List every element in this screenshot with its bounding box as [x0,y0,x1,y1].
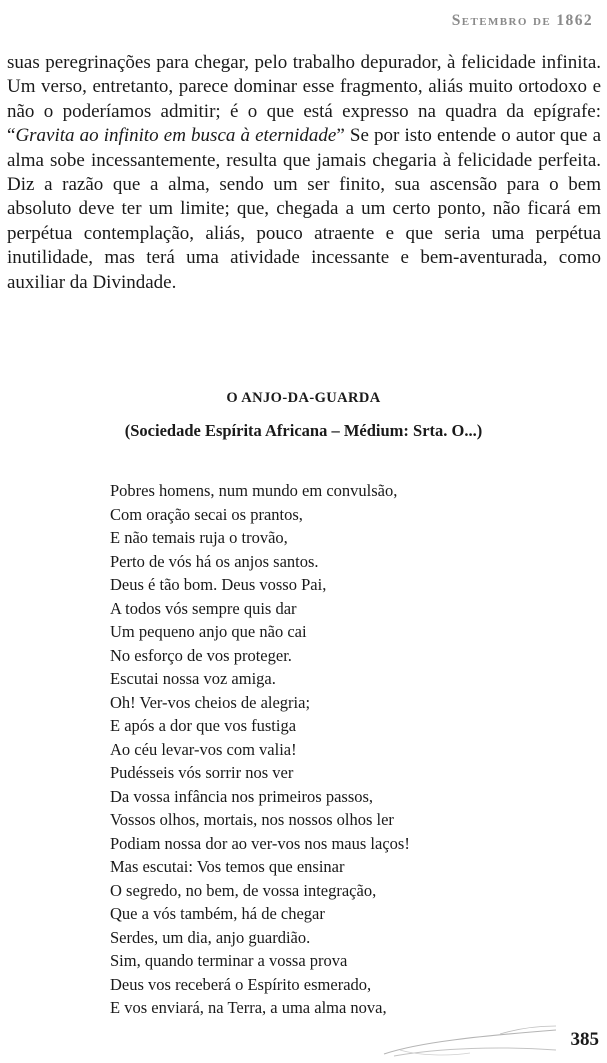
poem-line: Ao céu levar-vos com valia! [110,739,297,759]
poem-line: Com oração secai os prantos, [110,504,303,524]
poem-subtitle: (Sociedade Espírita Africana – Médium: Srta. O...) [124,421,483,440]
poem-line: Sim, quando terminar a vossa prova [110,951,348,970]
poem-line: No esforço de vos proteger. [110,645,292,665]
poem-line: Vossos olhos, mortais, nos nossos olhos ler [110,810,394,829]
poem-line: Podiam nossa dor ao ver-vos nos maus laços! [110,833,410,853]
epigraph-quote: Gravita ao infinito em busca à eternidade [15,125,337,147]
poem-lines [110,479,580,1020]
poem-line: A todos vós sempre quis dar [110,598,297,618]
poem-line: Perto de vós há os anjos santos. [110,551,319,571]
poem-line: Da vossa infância nos primeiros passos, [110,786,374,806]
running-header: Setembro de 1862 [451,12,593,29]
poem-line: E não temais ruja o trovão, [110,528,288,547]
body-text-part-1: suas peregrinações para chegar, pelo trabalho depurador, à felicidade infinita. Um verso, entretanto, parece dominar esse fragmento, aliás muito ortodoxo e não o poderíamos admitir; é o que está expresso na quadra da epígrafe: “ [7,52,601,147]
poem-line: Que a vós também, há de chegar [110,904,325,923]
poem-line: Pobres homens, num mundo em convulsão, [110,481,398,500]
body-text-part-2: ” Se por isto entende o autor que a alma sobe incessantemente, resulta que jamais chegaria à felicidade perfeita. Diz a razão que a alma, sendo um ser finito, sua ascensão para o bem absoluto deve ter um limite; que, chegada a um certo ponto, não ficará em perpétua contemplação, aliás, pouco atraente e que seria uma perpétua inutilidade, mas terá uma atividade incessante e bem-aventurada, como auxiliar da Divindade. [7,125,601,293]
page-ornament-swirl [380,1020,560,1060]
poem-title: O ANJO-DA-GUARDA [226,390,381,406]
poem-line: Serdes, um dia, anjo guardião. [110,927,311,947]
poem-line: Escutai nossa voz amiga. [110,669,276,688]
poem-line: E vos enviará, na Terra, a uma alma nova, [110,998,387,1017]
poem-line: Mas escutai: Vos temos que ensinar [110,857,345,876]
poem-line: E após a dor que vos fustiga [110,716,297,735]
poem-line: Oh! Ver-vos cheios de alegria; [110,692,311,712]
poem-line: Pudésseis vós sorrir nos ver [110,763,294,782]
poem-line: Deus vos receberá o Espírito esmerado, [110,974,372,994]
page-number: 385 [570,1029,599,1050]
body-paragraph [7,51,601,295]
poem-line: O segredo, no bem, de vossa integração, [110,880,377,900]
poem-line: Deus é tão bom. Deus vosso Pai, [110,575,327,594]
poem-line: Um pequeno anjo que não cai [110,622,307,641]
